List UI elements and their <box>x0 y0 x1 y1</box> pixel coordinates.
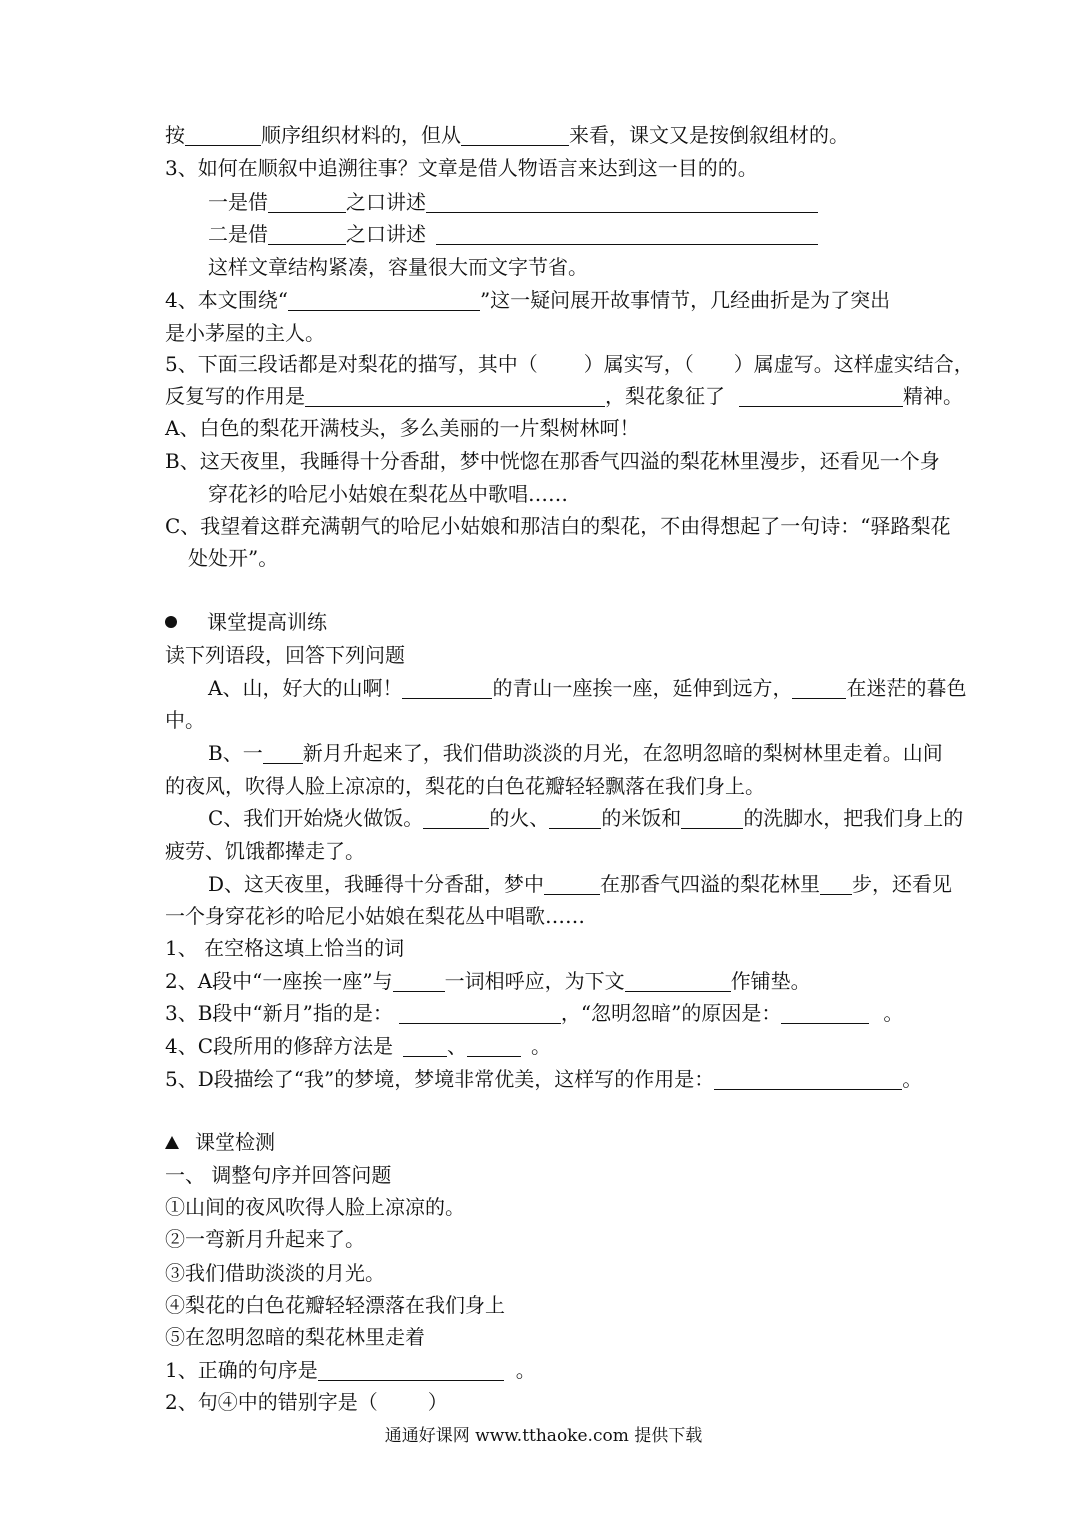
text: 、 <box>447 1034 468 1058</box>
option-b-line2 <box>208 479 1017 509</box>
text: 的米饭和 <box>601 806 682 830</box>
text: 的青山一座挨一座，延伸到远方， <box>492 676 793 700</box>
text: 反复写的作用是 <box>165 384 305 408</box>
option-b-line1 <box>165 446 1017 476</box>
text: 4、本文围绕“ <box>165 288 288 312</box>
text: 二是借 <box>208 222 268 246</box>
text: ，梨花象征了 <box>605 384 725 408</box>
answer-blank[interactable] <box>185 123 261 146</box>
text: 在那香气四溢的梨花林里 <box>600 872 821 896</box>
question-4-line1 <box>165 285 1017 315</box>
text: 处处开”。 <box>188 546 279 570</box>
answer-blank[interactable] <box>792 676 846 699</box>
text: 作铺垫。 <box>730 969 811 993</box>
page-footer: 通通好课网 www.tthaoke.com 提供下载 <box>384 1426 703 1446</box>
text: 3、如何在顺叙中追溯往事？文章是借人物语言来达到这一目的的。 <box>165 156 758 180</box>
text: 精神。 <box>903 384 963 408</box>
text: 3、B段中“新月”指的是： <box>165 1001 393 1025</box>
answer-blank[interactable] <box>544 872 600 895</box>
text: ①山间的夜风吹得人脸上凉凉的。 <box>165 1195 465 1219</box>
text: 2、句④中的错别字是（ <box>165 1390 378 1414</box>
question-4-line2 <box>165 318 1017 348</box>
test-q1 <box>165 1355 1017 1385</box>
answer-blank[interactable] <box>426 190 818 213</box>
text: 2、A段中“一座挨一座”与 <box>165 969 393 993</box>
triangle-icon <box>165 1136 179 1149</box>
answer-blank[interactable] <box>403 1034 447 1057</box>
text: 。 <box>883 1001 904 1025</box>
text: 一是借 <box>208 190 268 214</box>
text: 。 <box>531 1034 552 1058</box>
text: B、这天夜里，我睡得十分香甜，梦中恍惚在那香气四溢的梨花林里漫步，还看见一个身 <box>165 449 940 473</box>
answer-blank[interactable] <box>467 1034 521 1057</box>
sentence-1 <box>165 1192 1017 1222</box>
answer-blank[interactable] <box>268 222 346 245</box>
text: 之口讲述 <box>346 222 426 246</box>
text: D、这天夜里，我睡得十分香甜，梦中 <box>208 872 545 896</box>
text: 疲劳、饥饿都撵走了。 <box>165 839 365 863</box>
text: 5、下面三段话都是对梨花的描写，其中（ <box>165 352 538 376</box>
sentence-4 <box>165 1290 1017 1320</box>
answer-blank[interactable] <box>402 676 492 699</box>
answer-blank[interactable] <box>781 1001 869 1024</box>
answer-blank[interactable] <box>681 806 743 829</box>
line-order <box>165 120 1017 150</box>
text: ）属虚写。这样虚实结合， <box>733 352 974 376</box>
answer-blank[interactable] <box>549 806 601 829</box>
answer-blank[interactable] <box>288 288 480 311</box>
text: 新月升起来了，我们借助淡淡的月光，在忽明忽暗的梨树林里走着。山间 <box>302 741 943 765</box>
answer-blank[interactable] <box>625 969 731 992</box>
q3-line-one <box>208 187 1017 217</box>
text: ） <box>427 1390 448 1414</box>
q3-summary <box>208 252 1017 282</box>
text: 一、 调整句序并回答问题 <box>165 1163 392 1187</box>
passage-a-line2 <box>165 705 1017 735</box>
passage-b-line2 <box>165 771 1017 801</box>
answer-blank[interactable] <box>436 222 818 245</box>
text: 来看，课文又是按倒叙组材的。 <box>569 123 849 147</box>
test-subheading <box>165 1160 1017 1190</box>
question-3-title <box>165 153 1017 183</box>
sentence-2 <box>165 1224 1017 1254</box>
answer-blank[interactable] <box>399 1001 561 1024</box>
text: 4、C段所用的修辞方法是 <box>165 1034 394 1058</box>
text: 5、D段描绘了“我”的梦境，梦境非常优美，这样写的作用是： <box>165 1067 715 1091</box>
answer-blank[interactable] <box>393 969 445 992</box>
answer-blank[interactable] <box>423 806 489 829</box>
text: 在迷茫的暮色 <box>846 676 967 700</box>
sentence-5 <box>165 1322 1017 1352</box>
text: 是小茅屋的主人。 <box>165 321 325 345</box>
answer-blank[interactable] <box>461 123 569 146</box>
text: ④梨花的白色花瓣轻轻漂落在我们身上 <box>165 1293 505 1317</box>
text: 穿花衫的哈尼小姑娘在梨花丛中歌唱…… <box>208 482 568 506</box>
answer-blank[interactable] <box>263 741 303 764</box>
text: 课堂提高训练 <box>207 610 327 634</box>
passage-b-line1 <box>208 738 1017 768</box>
text: A、白色的梨花开满枝头，多么美丽的一片梨树林呵！ <box>165 416 640 440</box>
passage-a-line1 <box>208 673 1017 703</box>
text: 1、正确的句序是 <box>165 1358 318 1382</box>
passage-d-line1 <box>208 869 1017 899</box>
text: 一词相呼应，为下文 <box>444 969 625 993</box>
answer-blank[interactable] <box>268 190 346 213</box>
test-q2 <box>165 1387 1017 1417</box>
text: 课堂检测 <box>195 1130 275 1154</box>
text: 。 <box>902 1067 923 1091</box>
text: A、山，好大的山啊！ <box>208 676 403 700</box>
text: 。 <box>515 1358 536 1382</box>
text: C、我望着这群充满朝气的哈尼小姑娘和那洁白的梨花，不由得想起了一句诗：“驿路梨花 <box>165 514 951 538</box>
answer-blank[interactable] <box>714 1067 902 1090</box>
text: C、我们开始烧火做饭。 <box>208 806 424 830</box>
text: 按 <box>165 123 185 147</box>
text: 这样文章结构紧凑，容量很大而文字节省。 <box>208 255 588 279</box>
text: 顺序组织材料的，但从 <box>261 123 461 147</box>
text: ，“忽明忽暗”的原因是： <box>560 1001 782 1025</box>
text: 中。 <box>165 708 205 732</box>
answer-blank[interactable] <box>318 1358 504 1381</box>
option-a <box>165 413 1017 443</box>
q3-line-two <box>208 219 1017 249</box>
practice-q5 <box>165 1064 1017 1094</box>
text: B、一 <box>208 741 263 765</box>
text: ②一弯新月升起来了。 <box>165 1227 365 1251</box>
text: ③我们借助淡淡的月光。 <box>165 1261 385 1285</box>
section-intro <box>165 640 1017 670</box>
practice-q2 <box>165 966 1017 996</box>
passage-c-line2 <box>165 836 1017 866</box>
bullet-icon <box>165 616 177 628</box>
question-5-line1 <box>165 349 1017 379</box>
answer-blank[interactable] <box>739 384 903 407</box>
text: ）属实写，（ <box>583 352 694 376</box>
text: 之口讲述 <box>346 190 426 214</box>
text: 步，还看见 <box>852 872 953 896</box>
practice-q1 <box>165 933 1017 963</box>
passage-c-line1 <box>208 803 1017 833</box>
option-c-line1 <box>165 511 1017 541</box>
answer-blank[interactable] <box>305 384 605 407</box>
text: ”这一疑问展开故事情节，几经曲折是为了突出 <box>479 288 891 312</box>
text: 的夜风，吹得人脸上凉凉的，梨花的白色花瓣轻轻飘落在我们身上。 <box>165 774 765 798</box>
sentence-3 <box>165 1258 1017 1288</box>
question-5-line2 <box>165 381 1017 411</box>
text: ⑤在忽明忽暗的梨花林里走着 <box>165 1325 425 1349</box>
text: 1、 在空格这填上恰当的词 <box>165 936 405 960</box>
passage-d-line2 <box>165 901 1017 931</box>
answer-blank[interactable] <box>820 872 852 895</box>
option-c-line2 <box>188 543 1017 573</box>
section-heading-test <box>165 1127 1017 1157</box>
section-heading-practice <box>165 607 1017 637</box>
text: 的洗脚水，把我们身上的 <box>743 806 964 830</box>
text: 的火、 <box>489 806 550 830</box>
text: 一个身穿花衫的哈尼小姑娘在梨花丛中唱歌…… <box>165 904 585 928</box>
practice-q3 <box>165 998 1017 1028</box>
text: 读下列语段，回答下列问题 <box>165 643 405 667</box>
practice-q4 <box>165 1031 1017 1061</box>
